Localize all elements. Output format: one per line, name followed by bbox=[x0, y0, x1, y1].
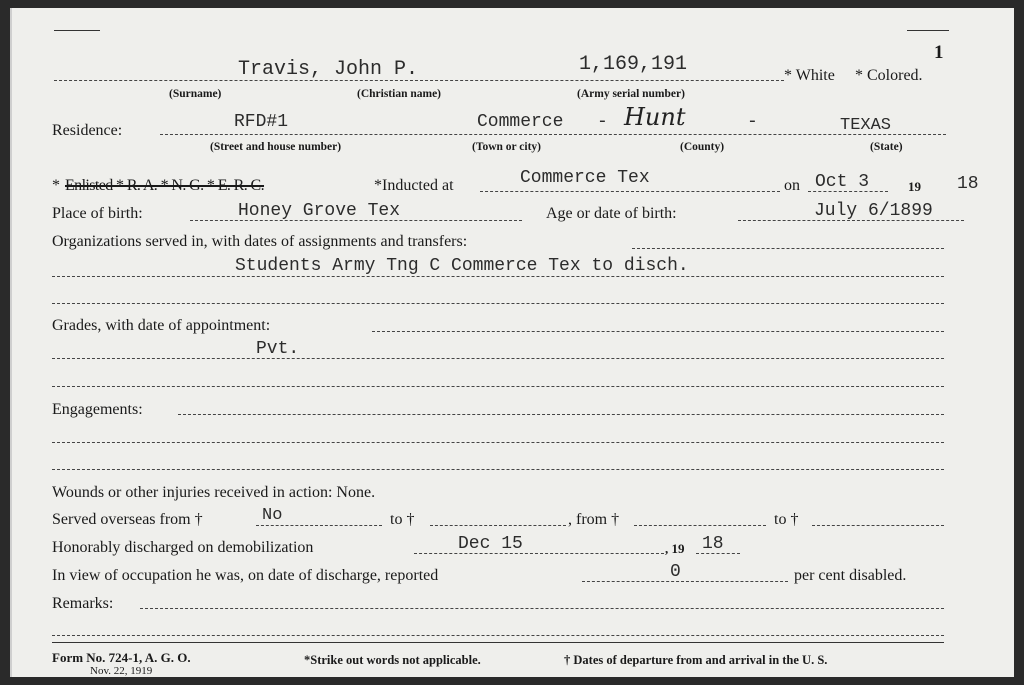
surname-value: Travis, John P. bbox=[238, 58, 419, 81]
white-label: * White bbox=[784, 67, 835, 84]
strike-note: *Strike out words not applicable. bbox=[304, 653, 481, 667]
disability-label: In view of occupation he was, on date of discharge, reported bbox=[52, 567, 439, 584]
organizations-label: Organizations served in, with dates of assignments and transfers: bbox=[52, 233, 468, 250]
residence-dash-1: - bbox=[597, 112, 608, 132]
engagements-line-2 bbox=[52, 442, 944, 443]
age-line bbox=[738, 220, 964, 221]
town-caption: (Town or city) bbox=[472, 141, 541, 153]
grades-line-1 bbox=[372, 331, 944, 332]
overseas-to2-label: to † bbox=[774, 511, 799, 528]
overseas-to-label: to † bbox=[390, 511, 415, 528]
overseas-from2-line bbox=[634, 525, 766, 526]
induction-star: * bbox=[52, 177, 60, 194]
engagements-label: Engagements: bbox=[52, 401, 143, 418]
grades-line-2 bbox=[52, 358, 944, 359]
service-record-card bbox=[10, 8, 1014, 677]
serial-number-value: 1,169,191 bbox=[579, 53, 688, 76]
discharge-date-line bbox=[414, 553, 664, 554]
overseas-label: Served overseas from † bbox=[52, 511, 203, 528]
organizations-line-3 bbox=[52, 303, 944, 304]
disability-line bbox=[582, 581, 788, 582]
residence-county-value: Hunt bbox=[624, 103, 686, 131]
age-value: July 6/1899 bbox=[814, 201, 933, 221]
place-of-birth-value: Honey Grove Tex bbox=[238, 201, 401, 221]
grades-label: Grades, with date of appointment: bbox=[52, 317, 271, 334]
residence-dash-2: - bbox=[747, 112, 758, 132]
inducted-on-label: on bbox=[784, 177, 800, 194]
overseas-to-line bbox=[430, 525, 566, 526]
organizations-line-1 bbox=[632, 248, 944, 249]
colored-label: * Colored. bbox=[855, 67, 923, 84]
identity-line bbox=[54, 80, 784, 81]
remarks-line-1 bbox=[140, 608, 944, 609]
dates-note: † Dates of departure from and arrival in the U. S. bbox=[564, 653, 828, 667]
place-of-birth-line bbox=[190, 220, 522, 221]
wounds-text: Wounds or other injuries received in action: None. bbox=[52, 484, 376, 501]
remarks-label: Remarks: bbox=[52, 595, 114, 612]
surname-caption: (Surname) bbox=[169, 88, 222, 100]
overseas-from-value: No bbox=[262, 506, 283, 525]
card-number: 1 bbox=[934, 42, 944, 63]
place-of-birth-label: Place of birth: bbox=[52, 205, 143, 222]
discharge-year-value: 18 bbox=[702, 534, 724, 554]
christian-name-caption: (Christian name) bbox=[357, 88, 442, 100]
inducted-date-line bbox=[808, 191, 888, 192]
enlisted-struck-text: Enlisted * R. A. * N. G. * E. R. C. bbox=[65, 177, 265, 194]
organizations-line-2 bbox=[52, 276, 944, 277]
inducted-place-value: Commerce Tex bbox=[520, 168, 650, 188]
corner-mark-left bbox=[54, 30, 100, 31]
residence-street-value: RFD#1 bbox=[234, 112, 289, 132]
inducted-year-prefix: 19 bbox=[908, 179, 921, 194]
corner-mark-right bbox=[907, 30, 949, 31]
discharge-year-prefix: , 19 bbox=[665, 541, 685, 556]
engagements-line-1 bbox=[178, 414, 944, 415]
engagements-line-3 bbox=[52, 469, 944, 470]
residence-state-value: TEXAS bbox=[840, 116, 892, 135]
overseas-from-line bbox=[256, 525, 382, 526]
form-number: Form No. 724-1, A. G. O. bbox=[52, 650, 191, 665]
overseas-from2-label: , from † bbox=[568, 511, 620, 528]
remarks-line-2 bbox=[52, 635, 944, 636]
inducted-date-value: Oct 3 bbox=[815, 172, 870, 192]
discharge-label: Honorably discharged on demobilization bbox=[52, 539, 314, 556]
residence-line bbox=[160, 134, 946, 135]
disability-value: 0 bbox=[670, 562, 681, 582]
organizations-value: Students Army Tng C Commerce Tex to disch. bbox=[235, 256, 689, 276]
state-caption: (State) bbox=[870, 141, 903, 153]
street-caption: (Street and house number) bbox=[210, 141, 342, 153]
county-caption: (County) bbox=[680, 141, 725, 153]
grades-line-3 bbox=[52, 386, 944, 387]
bottom-rule bbox=[52, 642, 944, 643]
inducted-year-value: 18 bbox=[957, 174, 979, 194]
discharge-year-line bbox=[696, 553, 740, 554]
disability-suffix: per cent disabled. bbox=[794, 567, 907, 584]
residence-town-value: Commerce bbox=[477, 112, 564, 132]
overseas-to2-line bbox=[812, 525, 944, 526]
inducted-place-line bbox=[480, 191, 780, 192]
inducted-label: *Inducted at bbox=[374, 177, 454, 194]
age-label: Age or date of birth: bbox=[546, 205, 677, 222]
serial-number-caption: (Army serial number) bbox=[577, 88, 685, 100]
residence-label: Residence: bbox=[52, 122, 123, 139]
discharge-date-value: Dec 15 bbox=[458, 534, 523, 554]
form-date: Nov. 22, 1919 bbox=[90, 665, 153, 677]
grades-value: Pvt. bbox=[256, 339, 300, 359]
